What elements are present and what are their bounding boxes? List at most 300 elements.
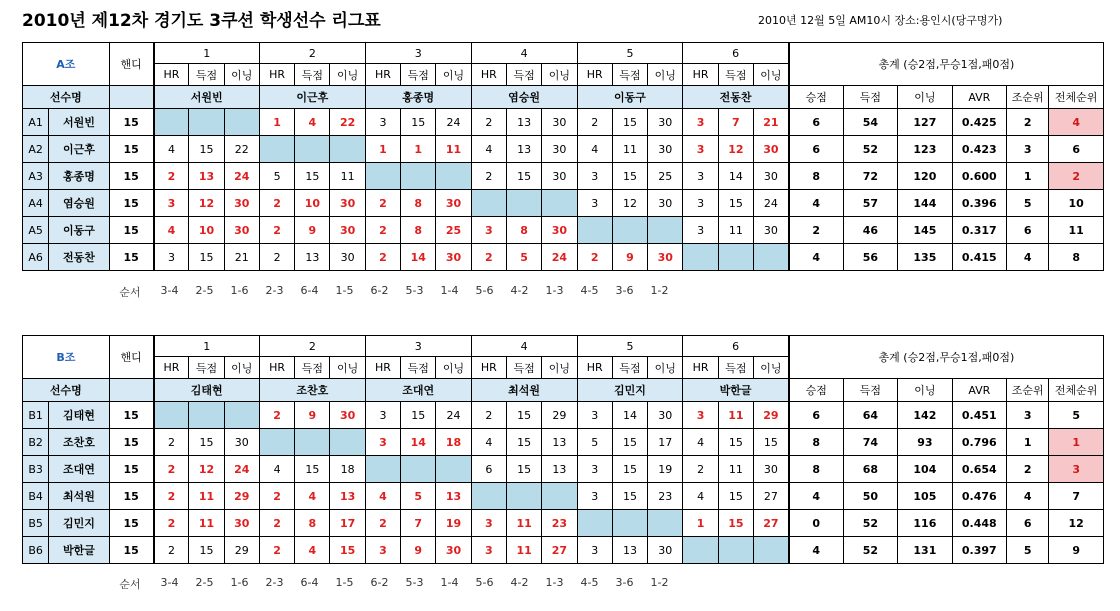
total-score-value: 52 [843, 136, 897, 163]
opponent-number: 5 [577, 336, 683, 357]
match-score: 13 [189, 163, 224, 190]
total-inning-value: 116 [898, 510, 952, 537]
match-score: 15 [612, 429, 647, 456]
handicap-header: 핸디 [109, 43, 153, 86]
order-pair: 4-2 [510, 284, 529, 297]
player-name: 조찬호 [49, 429, 110, 456]
match-inning: 30 [753, 217, 788, 244]
match-hr: 4 [577, 136, 612, 163]
order-pair: 6-2 [370, 576, 389, 589]
total-inning-header: 이닝 [898, 86, 952, 109]
player-code: A3 [23, 163, 49, 190]
overall-rank-value: 12 [1049, 510, 1104, 537]
group-rank-value: 5 [1007, 537, 1049, 564]
match-hr: 4 [683, 483, 718, 510]
total-inning-value: 135 [898, 244, 952, 271]
match-inning: 30 [436, 190, 471, 217]
player-handicap: 15 [109, 429, 153, 456]
inning-header: 이닝 [330, 64, 365, 86]
overall-rank-value: 1 [1049, 429, 1104, 456]
match-hr: 3 [154, 244, 189, 271]
inning-header: 이닝 [542, 357, 577, 379]
points-value: 8 [789, 456, 843, 483]
match-inning: 30 [436, 244, 471, 271]
match-hr: 4 [259, 456, 294, 483]
score-header: 득점 [189, 357, 224, 379]
match-hr: 2 [259, 537, 294, 564]
match-hr: 6 [471, 456, 506, 483]
match-hr: 3 [365, 429, 400, 456]
match-score: 15 [506, 456, 541, 483]
order-pair: 1-4 [440, 576, 459, 589]
match-inning: 25 [436, 217, 471, 244]
avr-header: AVR [952, 86, 1006, 109]
match-score: 9 [295, 402, 330, 429]
match-hr: 2 [471, 163, 506, 190]
match-hr: 1 [683, 510, 718, 537]
match-hr: 2 [259, 217, 294, 244]
match-score: 15 [506, 163, 541, 190]
match-inning: 17 [330, 510, 365, 537]
match-inning: 18 [330, 456, 365, 483]
match-hr: 2 [154, 429, 189, 456]
match-score: 8 [401, 190, 436, 217]
page-title: 2010년 제12차 경기도 3쿠션 학생선수 리그표 [22, 11, 381, 31]
group-rank-value: 4 [1007, 483, 1049, 510]
self-match-cell [259, 136, 294, 163]
opponent-name: 최석원 [471, 379, 577, 402]
match-hr: 4 [471, 136, 506, 163]
self-match-cell [365, 456, 400, 483]
match-hr: 3 [683, 163, 718, 190]
total-inning-value: 127 [898, 109, 952, 136]
total-inning-value: 120 [898, 163, 952, 190]
total-inning-value: 131 [898, 537, 952, 564]
match-inning: 30 [542, 217, 577, 244]
match-hr: 2 [471, 244, 506, 271]
total-inning-value: 105 [898, 483, 952, 510]
self-match-cell [401, 456, 436, 483]
match-inning: 18 [436, 429, 471, 456]
order-pair: 1-3 [545, 284, 564, 297]
self-match-cell [612, 510, 647, 537]
match-hr: 3 [577, 456, 612, 483]
match-hr: 2 [154, 163, 189, 190]
points-value: 8 [789, 429, 843, 456]
match-score: 4 [295, 483, 330, 510]
group-rank-header: 조순위 [1007, 379, 1049, 402]
score-header: 득점 [401, 357, 436, 379]
match-inning: 23 [648, 483, 683, 510]
player-code: A4 [23, 190, 49, 217]
match-score: 13 [295, 244, 330, 271]
player-code: A1 [23, 109, 49, 136]
hr-header: HR [577, 64, 612, 86]
match-hr: 2 [154, 537, 189, 564]
inning-header: 이닝 [648, 357, 683, 379]
avr-value: 0.397 [952, 537, 1006, 564]
group-rank-value: 5 [1007, 190, 1049, 217]
group-name: A조 [23, 43, 110, 86]
self-match-cell [295, 429, 330, 456]
avr-value: 0.415 [952, 244, 1006, 271]
match-hr: 3 [471, 537, 506, 564]
total-score-value: 68 [843, 456, 897, 483]
avr-value: 0.425 [952, 109, 1006, 136]
match-score: 10 [295, 190, 330, 217]
match-inning: 13 [542, 456, 577, 483]
self-match-cell [577, 510, 612, 537]
match-score: 15 [718, 190, 753, 217]
match-inning: 30 [542, 109, 577, 136]
player-row [23, 537, 1104, 564]
match-score: 14 [718, 163, 753, 190]
order-pair: 5-6 [475, 284, 494, 297]
total-inning-value: 144 [898, 190, 952, 217]
self-match-cell [259, 429, 294, 456]
points-header: 승점 [789, 379, 843, 402]
hr-header: HR [365, 64, 400, 86]
points-value: 4 [789, 483, 843, 510]
opponent-name: 김민지 [577, 379, 683, 402]
match-score: 11 [189, 483, 224, 510]
player-name: 이근후 [49, 136, 110, 163]
match-hr: 3 [683, 402, 718, 429]
match-score: 11 [506, 537, 541, 564]
points-value: 4 [789, 537, 843, 564]
match-inning: 24 [224, 456, 259, 483]
order-pair: 5-6 [475, 576, 494, 589]
player-code: B4 [23, 483, 49, 510]
self-match-cell [542, 483, 577, 510]
opponent-name: 이동구 [577, 86, 683, 109]
match-hr: 3 [577, 163, 612, 190]
match-score: 15 [506, 429, 541, 456]
self-match-cell [224, 402, 259, 429]
self-match-cell [683, 537, 718, 564]
group-rank-value: 4 [1007, 244, 1049, 271]
match-score: 4 [295, 537, 330, 564]
order-pair: 4-5 [580, 284, 599, 297]
self-match-cell [436, 163, 471, 190]
match-hr: 2 [259, 244, 294, 271]
score-header: 득점 [506, 357, 541, 379]
match-score: 15 [401, 109, 436, 136]
match-inning: 19 [436, 510, 471, 537]
match-score: 15 [189, 136, 224, 163]
match-score: 12 [189, 456, 224, 483]
player-name: 전동찬 [49, 244, 110, 271]
group-rank-value: 2 [1007, 109, 1049, 136]
match-hr: 2 [259, 402, 294, 429]
self-match-cell [471, 483, 506, 510]
match-score: 9 [401, 537, 436, 564]
overall-rank-header: 전체순위 [1049, 86, 1104, 109]
match-hr: 2 [471, 402, 506, 429]
overall-rank-value: 11 [1049, 217, 1104, 244]
match-hr: 2 [365, 217, 400, 244]
inning-header: 이닝 [330, 357, 365, 379]
player-header: 선수명 [23, 86, 110, 109]
group-rank-value: 1 [1007, 429, 1049, 456]
match-inning: 21 [753, 109, 788, 136]
order-pair: 6-4 [300, 284, 319, 297]
match-inning: 30 [224, 429, 259, 456]
avr-value: 0.448 [952, 510, 1006, 537]
match-hr: 4 [471, 429, 506, 456]
opponent-number: 5 [577, 43, 683, 64]
player-name: 홍종명 [49, 163, 110, 190]
self-match-cell [506, 190, 541, 217]
match-inning: 30 [648, 402, 683, 429]
hr-header: HR [259, 357, 294, 379]
match-hr: 2 [365, 190, 400, 217]
match-score: 11 [718, 217, 753, 244]
self-match-cell [401, 163, 436, 190]
opponent-name: 전동찬 [683, 86, 789, 109]
inning-header: 이닝 [224, 64, 259, 86]
overall-rank-value: 10 [1049, 190, 1104, 217]
total-score-value: 52 [843, 537, 897, 564]
match-inning: 15 [330, 537, 365, 564]
player-row [23, 456, 1104, 483]
player-code: B6 [23, 537, 49, 564]
match-score: 15 [612, 483, 647, 510]
match-hr: 2 [577, 244, 612, 271]
match-inning: 30 [330, 244, 365, 271]
order-pair: 3-6 [615, 284, 634, 297]
player-name: 서원빈 [49, 109, 110, 136]
overall-rank-value: 6 [1049, 136, 1104, 163]
match-score: 5 [506, 244, 541, 271]
match-hr: 2 [259, 483, 294, 510]
match-hr: 5 [259, 163, 294, 190]
match-inning: 13 [436, 483, 471, 510]
total-score-value: 56 [843, 244, 897, 271]
opponent-number: 1 [154, 336, 260, 357]
match-score: 13 [506, 136, 541, 163]
match-score: 15 [189, 537, 224, 564]
handicap-header: 핸디 [109, 336, 153, 379]
group-rank-value: 1 [1007, 163, 1049, 190]
score-header: 득점 [612, 357, 647, 379]
avr-header: AVR [952, 379, 1006, 402]
match-inning: 23 [542, 510, 577, 537]
order-pair: 1-5 [335, 284, 354, 297]
order-pair: 1-5 [335, 576, 354, 589]
score-header: 득점 [295, 357, 330, 379]
summary-header: 총계 (승2점,무승1점,패0점) [789, 336, 1104, 379]
opponent-name: 조대연 [365, 379, 471, 402]
match-inning: 30 [753, 456, 788, 483]
total-score-value: 52 [843, 510, 897, 537]
player-row [23, 217, 1104, 244]
match-score: 5 [401, 483, 436, 510]
match-hr: 4 [683, 429, 718, 456]
hr-header: HR [259, 64, 294, 86]
total-score-header: 득점 [843, 86, 897, 109]
points-value: 6 [789, 136, 843, 163]
self-match-cell [365, 163, 400, 190]
player-handicap: 15 [109, 163, 153, 190]
order-pair: 1-6 [230, 576, 249, 589]
handicap-blank [109, 86, 153, 109]
match-hr: 3 [577, 483, 612, 510]
player-row [23, 483, 1104, 510]
player-handicap: 15 [109, 136, 153, 163]
match-inning: 30 [330, 190, 365, 217]
self-match-cell [718, 537, 753, 564]
opponent-number: 4 [471, 336, 577, 357]
order-pair: 6-2 [370, 284, 389, 297]
player-row [23, 510, 1104, 537]
hr-header: HR [471, 357, 506, 379]
overall-rank-value: 9 [1049, 537, 1104, 564]
match-score: 12 [189, 190, 224, 217]
match-score: 15 [718, 510, 753, 537]
match-hr: 3 [154, 190, 189, 217]
opponent-name: 홍종명 [365, 86, 471, 109]
order-pair: 1-2 [650, 576, 669, 589]
overall-rank-value: 4 [1049, 109, 1104, 136]
self-match-cell [154, 109, 189, 136]
match-inning: 24 [542, 244, 577, 271]
match-inning: 29 [224, 537, 259, 564]
match-inning: 22 [224, 136, 259, 163]
match-inning: 21 [224, 244, 259, 271]
match-score: 8 [401, 217, 436, 244]
match-inning: 30 [542, 136, 577, 163]
self-match-cell [330, 429, 365, 456]
opponent-name: 이근후 [259, 86, 365, 109]
total-inning-value: 93 [898, 429, 952, 456]
group-rank-value: 6 [1007, 510, 1049, 537]
player-handicap: 15 [109, 537, 153, 564]
handicap-blank [109, 379, 153, 402]
match-score: 15 [612, 109, 647, 136]
order-pair: 2-5 [195, 284, 214, 297]
match-score: 15 [506, 402, 541, 429]
self-match-cell [753, 244, 788, 271]
match-hr: 3 [683, 217, 718, 244]
self-match-cell [436, 456, 471, 483]
self-match-cell [189, 402, 224, 429]
group-rank-value: 3 [1007, 402, 1049, 429]
avr-value: 0.654 [952, 456, 1006, 483]
match-score: 10 [189, 217, 224, 244]
match-score: 12 [612, 190, 647, 217]
self-match-cell [577, 217, 612, 244]
hr-header: HR [683, 64, 718, 86]
match-score: 15 [189, 244, 224, 271]
self-match-cell [542, 190, 577, 217]
match-inning: 30 [648, 537, 683, 564]
group-rank-header: 조순위 [1007, 86, 1049, 109]
match-score: 9 [612, 244, 647, 271]
match-score: 15 [295, 456, 330, 483]
match-inning: 11 [436, 136, 471, 163]
match-hr: 1 [365, 136, 400, 163]
player-handicap: 15 [109, 456, 153, 483]
match-hr: 3 [365, 537, 400, 564]
hr-header: HR [154, 357, 189, 379]
match-hr: 4 [154, 217, 189, 244]
match-score: 8 [295, 510, 330, 537]
order-label: 순서 [119, 286, 141, 299]
total-score-value: 54 [843, 109, 897, 136]
match-inning: 30 [542, 163, 577, 190]
match-hr: 5 [577, 429, 612, 456]
total-score-value: 46 [843, 217, 897, 244]
score-header: 득점 [295, 64, 330, 86]
match-inning: 17 [648, 429, 683, 456]
avr-value: 0.396 [952, 190, 1006, 217]
match-hr: 2 [365, 510, 400, 537]
match-score: 11 [612, 136, 647, 163]
player-row [23, 163, 1104, 190]
match-inning: 24 [436, 109, 471, 136]
match-score: 13 [612, 537, 647, 564]
inning-header: 이닝 [542, 64, 577, 86]
points-value: 4 [789, 190, 843, 217]
player-code: B3 [23, 456, 49, 483]
opponent-number: 2 [259, 336, 365, 357]
match-order-row [22, 284, 1104, 300]
match-hr: 4 [365, 483, 400, 510]
player-row [23, 244, 1104, 271]
match-hr: 3 [683, 190, 718, 217]
match-score: 9 [295, 217, 330, 244]
opponent-number: 6 [683, 43, 789, 64]
avr-value: 0.451 [952, 402, 1006, 429]
match-hr: 2 [365, 244, 400, 271]
group-rank-value: 6 [1007, 217, 1049, 244]
match-hr: 2 [259, 190, 294, 217]
match-hr: 2 [154, 456, 189, 483]
self-match-cell [753, 537, 788, 564]
match-inning: 27 [753, 483, 788, 510]
total-score-value: 50 [843, 483, 897, 510]
match-inning: 30 [648, 190, 683, 217]
opponent-name: 서원빈 [154, 86, 260, 109]
order-pair: 5-3 [405, 576, 424, 589]
player-name: 박한글 [49, 537, 110, 564]
match-hr: 2 [471, 109, 506, 136]
player-name: 조대연 [49, 456, 110, 483]
hr-header: HR [154, 64, 189, 86]
match-score: 1 [401, 136, 436, 163]
match-inning: 27 [542, 537, 577, 564]
order-pair: 1-6 [230, 284, 249, 297]
match-hr: 3 [471, 217, 506, 244]
score-header: 득점 [718, 64, 753, 86]
total-score-header: 득점 [843, 379, 897, 402]
group-table [22, 42, 1104, 271]
order-pair: 2-3 [265, 576, 284, 589]
order-pair: 4-5 [580, 576, 599, 589]
match-inning: 30 [753, 163, 788, 190]
inning-header: 이닝 [753, 357, 788, 379]
order-pair: 2-5 [195, 576, 214, 589]
self-match-cell [718, 244, 753, 271]
hr-header: HR [365, 357, 400, 379]
player-code: A5 [23, 217, 49, 244]
self-match-cell [506, 483, 541, 510]
self-match-cell [648, 510, 683, 537]
points-value: 2 [789, 217, 843, 244]
total-score-value: 72 [843, 163, 897, 190]
match-inning: 30 [224, 217, 259, 244]
